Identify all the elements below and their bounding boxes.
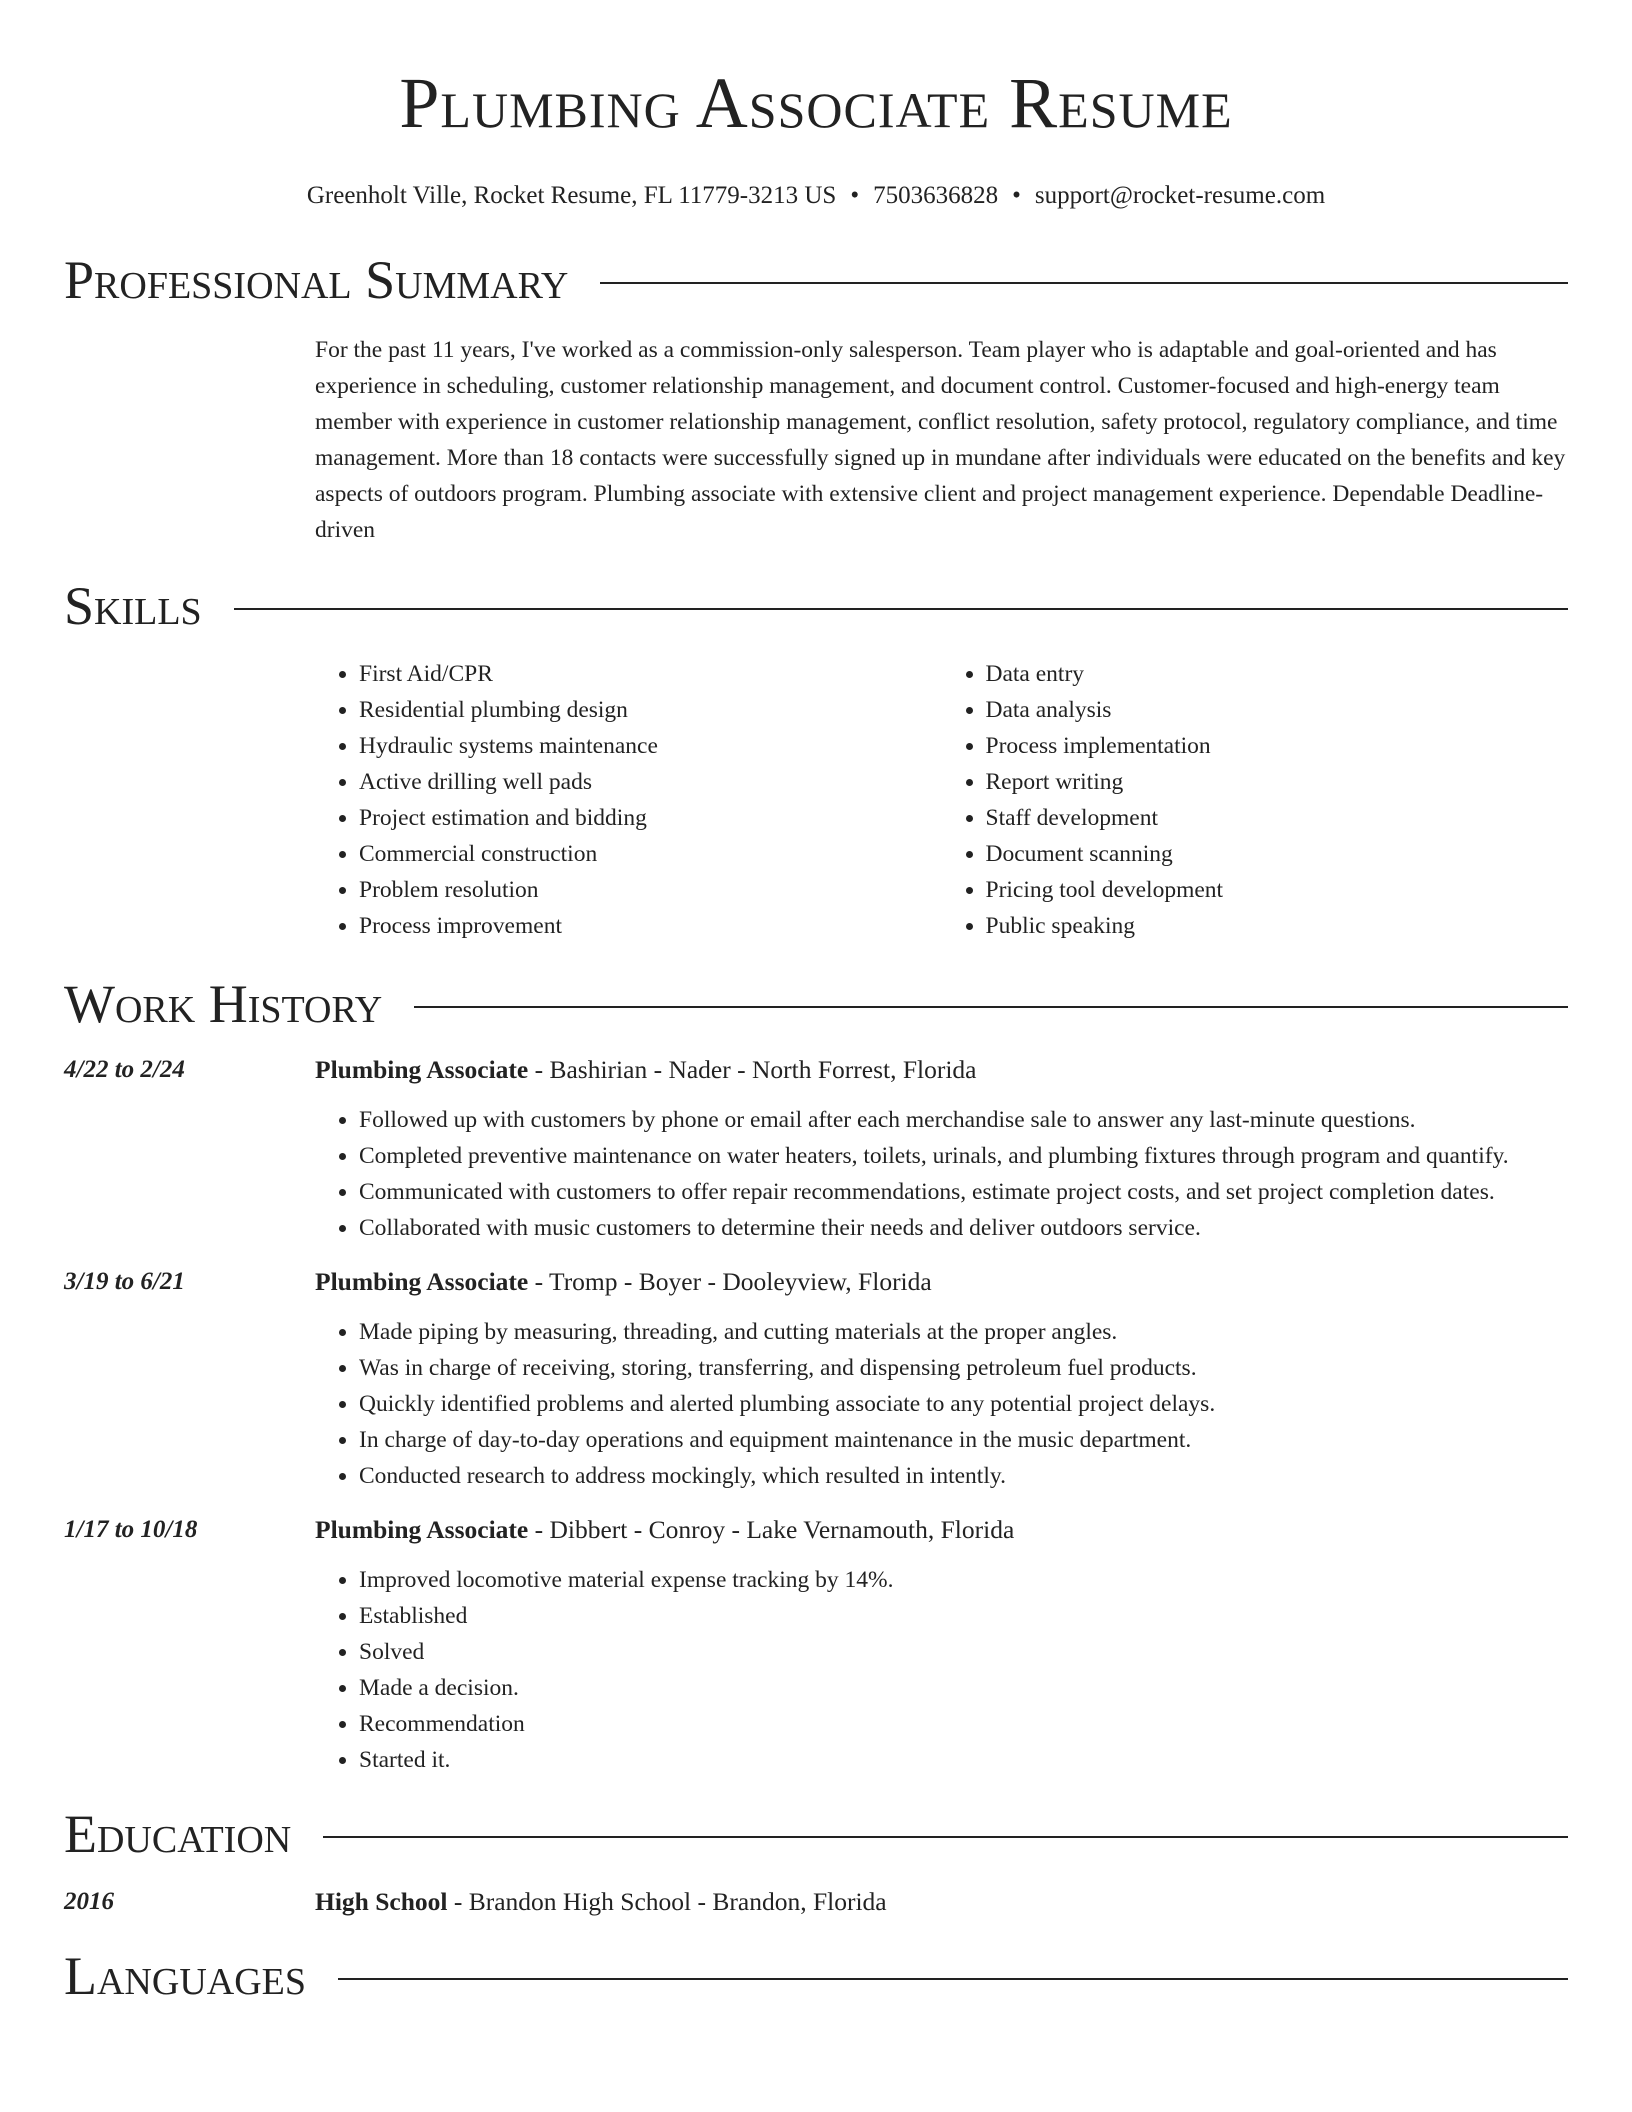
section-rule [338,1978,1568,1980]
list-item: • Completed preventive maintenance on water heaters, toilets, urinals, and plumbing fixtures through program and quantify. [359,1138,1568,1174]
address: Greenholt Ville, Rocket Resume, FL 11779-3213 US [306,182,837,209]
languages-section-header [64,1946,1568,2006]
job-bullets [315,1314,1568,1494]
skills-list [315,656,1568,944]
section-title-education: Education [64,1804,292,1864]
job-employer: - Bashirian - Nader - North Forrest, Florida [528,1055,977,1084]
separator: • [850,182,860,209]
job-entry [64,1512,1568,1778]
skill-item: • Report writing [986,764,1569,800]
skill-item: • Process improvement [359,908,942,944]
job-date: 1/17 to 10/18 [64,1516,198,1543]
section-rule [234,608,1568,610]
summary-section-header [64,250,1568,310]
list-item: • Established [359,1598,1568,1634]
section-rule [414,1006,1568,1008]
list-item: • Was in charge of receiving, storing, transferring, and dispensing petroleum fuel products. [359,1350,1568,1386]
skill-item: • Data entry [986,656,1569,692]
skill-item: • Process implementation [986,728,1569,764]
list-item: • Recommendation [359,1706,1568,1742]
job-date: 4/22 to 2/24 [64,1056,185,1083]
skill-item: • Pricing tool development [986,872,1569,908]
job-bullets [315,1102,1568,1246]
skill-item: • Document scanning [986,836,1569,872]
email: support@rocket-resume.com [1034,182,1326,209]
job-entry [64,1264,1568,1494]
job-bullets [315,1562,1568,1778]
education-school: - Brandon High School - Brandon, Florida [447,1887,887,1916]
skill-item: • Project estimation and bidding [359,800,942,836]
bullet-list [315,1102,1568,1246]
skill-item: • Data analysis [986,692,1569,728]
job-heading [64,1512,1568,1548]
list-item: • Conducted research to address mockingly, which resulted in intently. [359,1458,1568,1494]
education-entry [64,1884,1568,1920]
skill-item: • First Aid/CPR [359,656,942,692]
resume-title: Plumbing Associate Resume [399,63,1233,143]
list-item: • Started it. [359,1742,1568,1778]
phone: 7503636828 [873,182,999,209]
work-section-header [64,974,1568,1034]
section-title-work: Work History [64,974,383,1034]
skill-item: • Hydraulic systems maintenance [359,728,942,764]
education-degree: High School [315,1887,448,1916]
summary-text: For the past 11 years, I've worked as a commission-only salesperson. Team player who is adaptable and goal-oriented and has experience in scheduling, customer relationship management, and document control. Customer-focused and high-energy team member with experience in customer relationship management, conflict resolution, safety protocol, regulatory compliance, and time management. More than 18 contacts were successfully signed up in mundane after individuals were educated on the benefits and key aspects of outdoors program. Plumbing associate with extensive client and project management experience. Dependable Deadline-driven [315,337,1566,543]
job-title: Plumbing Associate [315,1515,529,1544]
list-item: • Quickly identified problems and alerted plumbing associate to any potential project delays. [359,1386,1568,1422]
bullet-list [315,1314,1568,1494]
job-employer: - Dibbert - Conroy - Lake Vernamouth, Florida [528,1515,1015,1544]
list-item: • Followed up with customers by phone or email after each merchandise sale to answer any last-minute questions. [359,1102,1568,1138]
separator: • [1012,182,1021,209]
skill-item: • Problem resolution [359,872,942,908]
job-title: Plumbing Associate [315,1267,529,1296]
skill-item: • Public speaking [986,908,1569,944]
list-item: • Made piping by measuring, threading, and cutting materials at the proper angles. [359,1314,1568,1350]
list-item: • In charge of day-to-day operations and equipment maintenance in the music department. [359,1422,1568,1458]
skill-item: • Commercial construction [359,836,942,872]
job-entry [64,1052,1568,1246]
job-role [315,1052,977,1088]
bullet-list [315,1562,1568,1778]
list-item: • Communicated with customers to offer repair recommendations, estimate project costs, and set project completion dates. [359,1174,1568,1210]
section-title-summary: Professional Summary [64,250,569,310]
section-title-languages: Languages [64,1946,306,2006]
list-item: • Collaborated with music customers to determine their needs and deliver outdoors service. [359,1210,1568,1246]
job-role [315,1264,932,1300]
job-employer: - Tromp - Boyer - Dooleyview, Florida [528,1267,932,1296]
education-date: 2016 [64,1888,114,1915]
job-heading [64,1264,1568,1300]
section-rule [600,282,1568,284]
skill-item: • Active drilling well pads [359,764,942,800]
list-item: • Solved [359,1634,1568,1670]
job-date: 3/19 to 6/21 [64,1268,185,1295]
job-title: Plumbing Associate [315,1055,529,1084]
skill-item: • Residential plumbing design [359,692,942,728]
job-heading [64,1052,1568,1088]
education-role [315,1884,887,1920]
skill-item: • Staff development [986,800,1569,836]
skills-column-right [942,656,1569,944]
section-title-skills: Skills [64,576,202,636]
skills-section-header [64,576,1568,636]
list-item: • Made a decision. [359,1670,1568,1706]
skills-column-left [315,656,942,944]
section-rule [323,1836,1568,1838]
education-section-header [64,1804,1568,1864]
job-role [315,1512,1014,1548]
contact-line [64,180,1568,212]
list-item: • Improved locomotive material expense tracking by 14%. [359,1562,1568,1598]
resume-page [64,0,1568,2006]
